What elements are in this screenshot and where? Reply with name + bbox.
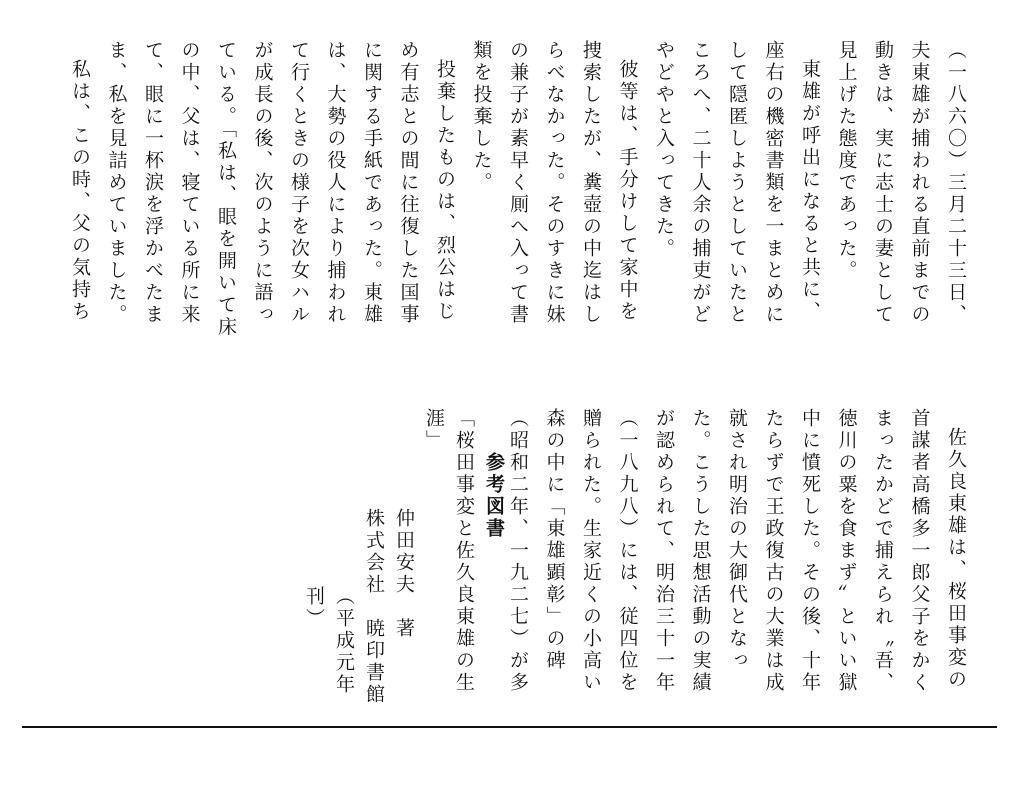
paragraph: 私は、この時、父の気持ち [69, 59, 91, 323]
reference-title: 「桜田事変と佐久良東雄の生涯」 [423, 408, 475, 694]
reference-author: 仲田安夫 著 [393, 508, 415, 640]
bottom-text-block [504, 408, 974, 708]
references-heading: 参考図書 [483, 452, 505, 540]
references-block [303, 408, 509, 708]
top-text-block [59, 40, 974, 340]
paragraph: 佐久良東雄は、桜田事変の首謀者高橋多一郎父子をかくまったかどで捕えられ〝吾、徳川の粟を食まず〟といい獄中に憤死した。その後、十年たらずで王政復古の大業は成就され明治の大御代となった。こうした思想活動の実績が認められて、明治三十一年（一八九八）には、従四位を贈られた。生家近くの小高い森の中に「東雄顕彰」の碑（昭和二年、一九二七）が多 [507, 408, 967, 694]
reference-date: （平成元年刊） [303, 586, 355, 696]
reference-publisher: 株式会社 暁印書館 [363, 508, 385, 706]
paragraph: （一八六〇）三月二十三日、夫東雄が捕われる直前までの動きは、実に志士の妻として見上げた態度であった。 [835, 40, 967, 326]
paragraph: 投棄したものは、烈公はじめ有志との間に往復した国事に関する手紙であった。東雄は、大勢の役人により捕われて行くときの様子を次女ハルが成長の後、次のように語っている。「私は、眼を開いて床の中、父は、寝ている所に来て、眼に一杯涙を浮かべたまま、私を見詰めていました。 [105, 40, 456, 339]
paragraph: 東雄が呼出になると共に、座右の機密書類を一まとめにして隠匿しようとしていたところへ、二十人余の捕吏がどやどやと入ってきた。 [653, 40, 821, 326]
bottom-rule [22, 726, 997, 728]
paragraph: 彼等は、手分けして家中を捜索したが、糞壺の中迄はしらべなかった。そのすきに妹の兼子が素早く厠へ入って書類を投棄した。 [470, 40, 639, 326]
